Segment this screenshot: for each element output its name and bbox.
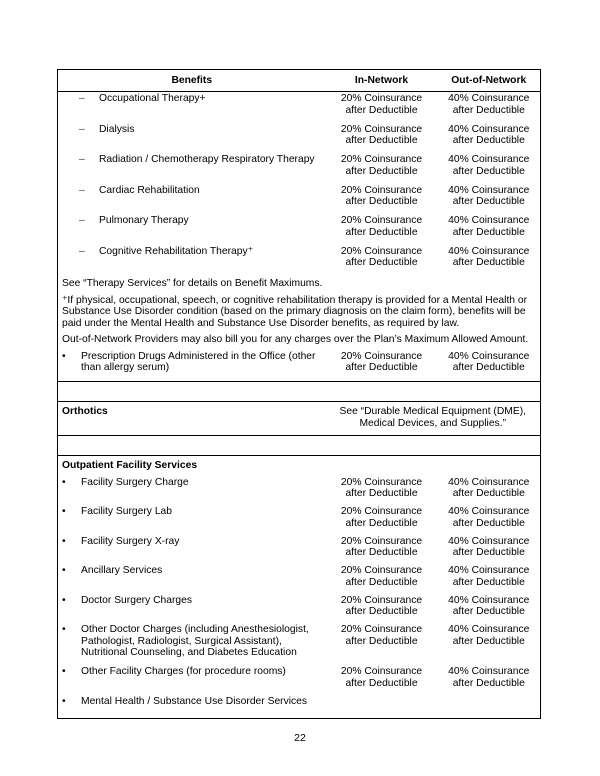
table-header [58, 70, 541, 92]
in-network-line-2: after Deductible [345, 196, 418, 207]
row-label: Cognitive Rehabilitation Therapy⁺ [99, 245, 254, 257]
rx-out-2: after Deductible [452, 362, 525, 373]
in-network-line-1: 20% Coinsurance [340, 245, 423, 257]
row-label: Facility Surgery Lab [81, 506, 172, 517]
rx-out-1: 40% Coinsurance [448, 350, 530, 362]
in-network-header: In-Network [326, 70, 438, 92]
list-marker: – [79, 245, 85, 257]
oon-note-row [58, 329, 541, 351]
in-network-line-1: 20% Coinsurance [340, 666, 423, 677]
out-network-line-1: 40% Coinsurance [448, 666, 530, 677]
table-row [58, 536, 541, 566]
in-network-line-2: after Deductible [345, 517, 418, 529]
out-network-line-2: after Deductible [452, 104, 525, 116]
therapy-note-row [58, 275, 541, 290]
out-network-line-2: after Deductible [452, 196, 525, 207]
rx-label: Prescription Drugs Administered in the Office (other than allergy serum) [81, 350, 316, 373]
table-row [58, 595, 541, 625]
out-network-line-1: 40% Coinsurance [448, 184, 530, 196]
in-network-line-1: 20% Coinsurance [340, 565, 423, 576]
out-network-line-2: after Deductible [452, 488, 525, 499]
out-network-line-1: 40% Coinsurance [448, 594, 530, 606]
benefits-page [57, 69, 540, 719]
out-network-line-2: after Deductible [452, 226, 525, 238]
orthotics-row [58, 402, 541, 436]
mh-note: ⁺If physical, occupational, speech, or cognitive rehabilitation therapy is provided for a Mental Health or Substance Use Disorder condition (based on the primary diagnosis on the claim form), benefits will be paid under the Mental Health and Substance Use Disorder benefits, as required by law. [62, 294, 528, 329]
out-network-line-1: 40% Coinsurance [448, 245, 530, 257]
in-network-line-1: 20% Coinsurance [340, 535, 423, 547]
list-marker: – [79, 215, 85, 226]
list-marker: • [62, 506, 66, 517]
in-network-line-1: 20% Coinsurance [340, 184, 423, 196]
list-marker: • [62, 476, 66, 488]
mh-note-row [58, 290, 541, 330]
orthotics-title: Orthotics [62, 406, 108, 417]
page-number: 22 [294, 732, 306, 744]
out-network-header: Out-of-Network [438, 70, 541, 92]
list-marker: • [62, 624, 66, 635]
out-network-line-2: after Deductible [452, 547, 525, 558]
in-network-line-2: after Deductible [345, 606, 418, 617]
list-marker: – [79, 184, 85, 196]
in-network-line-2: after Deductible [345, 165, 418, 177]
out-network-line-2: after Deductible [452, 606, 525, 617]
orthotics-see-1: See “Durable Medical Equipment (DME), [339, 406, 527, 417]
rx-row [58, 351, 541, 382]
list-marker: • [62, 535, 66, 547]
row-label: Facility Surgery X-ray [81, 535, 180, 547]
rx-in-1: 20% Coinsurance [340, 350, 423, 362]
table-row [58, 92, 541, 123]
out-network-line-2: after Deductible [452, 135, 525, 146]
in-network-line-1: 20% Coinsurance [340, 476, 423, 488]
out-network-line-1: 40% Coinsurance [448, 624, 530, 635]
outpatient-title: Outpatient Facility Services [62, 460, 198, 471]
benefits-table [57, 69, 541, 719]
therapy-rows [58, 92, 541, 276]
in-network-line-1: 20% Coinsurance [340, 594, 423, 606]
table-row [58, 666, 541, 696]
out-network-line-1: 40% Coinsurance [448, 535, 530, 547]
in-network-line-1: 20% Coinsurance [340, 123, 423, 135]
list-marker: • [62, 666, 66, 677]
table-row [58, 214, 541, 245]
list-marker: – [79, 93, 85, 104]
list-marker: – [79, 154, 85, 165]
out-network-line-1: 40% Coinsurance [448, 565, 530, 576]
in-network-line-1: 20% Coinsurance [340, 93, 423, 104]
outpatient-title-row [58, 456, 541, 477]
row-label: Mental Health / Substance Use Disorder Services [81, 696, 308, 707]
table-row [58, 184, 541, 215]
row-label: Ancillary Services [81, 565, 163, 576]
table-row [58, 245, 541, 276]
table-row [58, 565, 541, 595]
out-network-line-1: 40% Coinsurance [448, 123, 530, 135]
table-row [58, 477, 541, 507]
out-network-line-2: after Deductible [452, 165, 525, 177]
spacer-row [58, 436, 541, 456]
row-label: Facility Surgery Charge [81, 476, 189, 488]
out-network-line-2: after Deductible [452, 517, 525, 529]
in-network-line-1: 20% Coinsurance [340, 624, 423, 635]
table-row [58, 506, 541, 536]
therapy-note: See “Therapy Services” for details on Benefit Maximums. [62, 278, 323, 289]
row-label: Pulmonary Therapy [99, 215, 189, 226]
out-network-line-2: after Deductible [452, 635, 525, 647]
out-network-line-2: after Deductible [452, 677, 525, 689]
in-network-line-2: after Deductible [345, 488, 418, 499]
row-label: Other Doctor Charges (including Anesthesiologist, Pathologist, Radiologist, Surgical Assistant), Nutritional Counseling, and Diabetes Education [81, 624, 309, 658]
out-network-line-1: 40% Coinsurance [448, 154, 530, 165]
row-label: Radiation / Chemotherapy Respiratory Therapy [99, 154, 315, 165]
row-label: Dialysis [99, 123, 135, 135]
rx-in-2: after Deductible [345, 362, 418, 373]
outpatient-rows [58, 477, 541, 719]
in-network-line-1: 20% Coinsurance [340, 154, 423, 165]
table-row [58, 153, 541, 184]
list-marker: • [62, 594, 66, 606]
out-network-line-1: 40% Coinsurance [448, 506, 530, 517]
row-label: Occupational Therapy+ [99, 93, 206, 104]
out-network-line-1: 40% Coinsurance [448, 93, 530, 104]
out-network-line-2: after Deductible [452, 257, 525, 268]
table-row [58, 123, 541, 154]
list-marker: – [79, 123, 85, 135]
spacer-row [58, 382, 541, 402]
in-network-line-2: after Deductible [345, 257, 418, 268]
in-network-line-2: after Deductible [345, 226, 418, 238]
list-marker: • [62, 565, 66, 576]
bullet-marker: • [62, 350, 66, 362]
table-row [58, 624, 541, 666]
in-network-line-2: after Deductible [345, 547, 418, 558]
table-row [58, 696, 541, 718]
out-network-line-1: 40% Coinsurance [448, 215, 530, 226]
in-network-line-2: after Deductible [345, 135, 418, 146]
in-network-line-1: 20% Coinsurance [340, 506, 423, 517]
out-network-line-2: after Deductible [452, 576, 525, 588]
in-network-line-2: after Deductible [345, 104, 418, 116]
in-network-line-1: 20% Coinsurance [340, 215, 423, 226]
oon-note: Out-of-Network Providers may also bill you for any charges over the Plan’s Maximum Allowed Amount. [62, 334, 529, 345]
orthotics-see-2: Medical Devices, and Supplies.” [359, 417, 506, 429]
row-label: Doctor Surgery Charges [81, 594, 193, 606]
out-network-line-1: 40% Coinsurance [448, 476, 530, 488]
row-label: Other Facility Charges (for procedure rooms) [81, 666, 286, 677]
in-network-line-2: after Deductible [345, 576, 418, 588]
in-network-line-2: after Deductible [345, 677, 418, 689]
in-network-line-2: after Deductible [345, 635, 418, 647]
list-marker: • [62, 696, 66, 707]
row-label: Cardiac Rehabilitation [99, 184, 200, 196]
benefits-header: Benefits [58, 70, 326, 92]
